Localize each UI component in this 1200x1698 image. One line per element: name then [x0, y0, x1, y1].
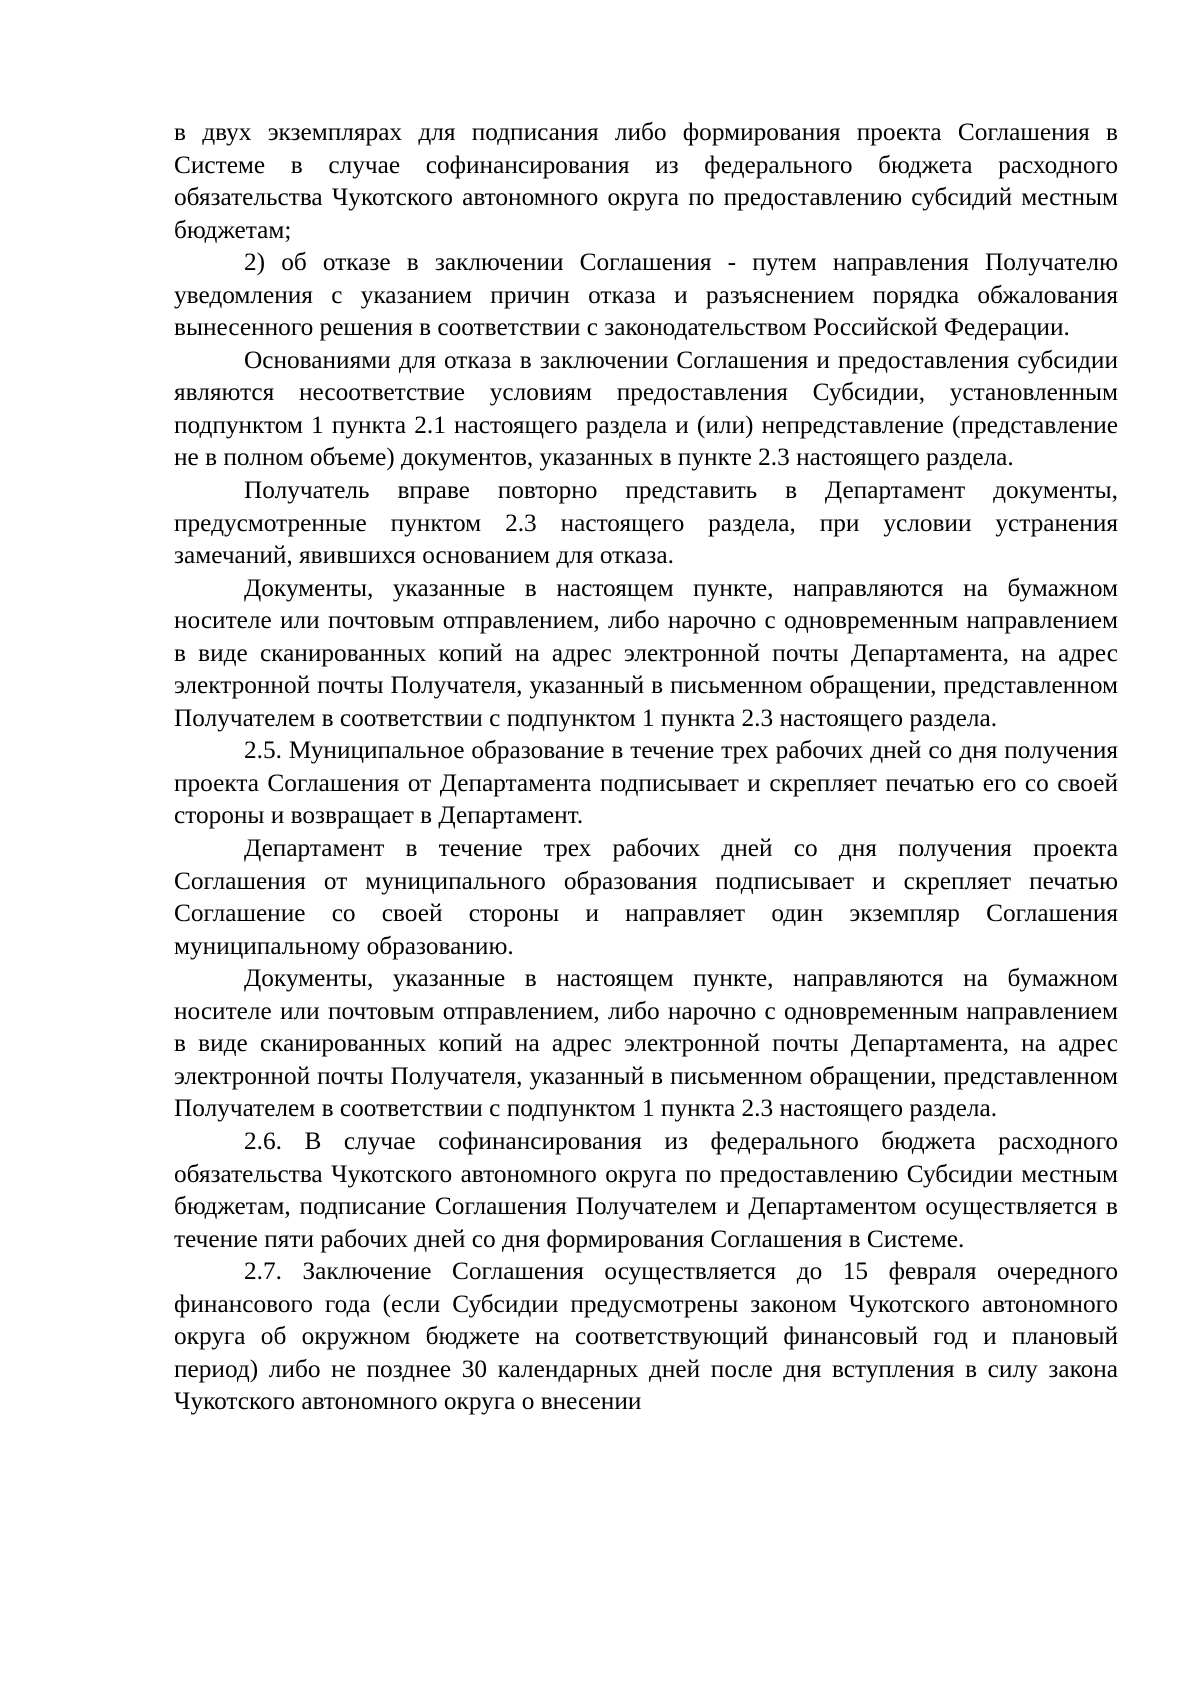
paragraph-refusal-notice: 2) об отказе в заключении Соглашения - путем направления Получателю уведомления с указанием причин отказа и разъяснением порядка обжалования вынесенного решения в соответствии с законодательством Российской Федерации. [174, 248, 1118, 342]
paragraph-resubmission: Получатель вправе повторно представить в Департамент документы, предусмотренные пунктом 2.3 настоящего раздела, при условии устранения замечаний, явившихся основанием для отказа. [174, 476, 1118, 570]
paragraph-documents-delivery-2: Документы, указанные в настоящем пункте, направляются на бумажном носителе или почтовым отправлением, либо нарочно с одновременным направлением в виде сканированных копий на адрес электронной почты Департамента, на адрес электронной почты Получателя, указанный в письменном обращении, представленном Получателем в соответствии с подпунктом 1 пункта 2.3 настоящего раздела. [174, 964, 1118, 1123]
paragraph-section-2-7: 2.7. Заключение Соглашения осуществляется до 15 февраля очередного финансового года (если Субсидии предусмотрены законом Чукотского автономного округа об окружном бюджете на соответствующий финансовый год и плановый период) либо не позднее 30 календарных дней после дня вступления в силу закона Чукотского автономного округа о внесении [174, 1257, 1118, 1416]
paragraph-section-2-5: 2.5. Муниципальное образование в течение трех рабочих дней со дня получения проекта Соглашения от Департамента подписывает и скрепляет печатью его со своей стороны и возвращает в Департамент. [174, 736, 1118, 830]
paragraph-documents-delivery-1: Документы, указанные в настоящем пункте, направляются на бумажном носителе или почтовым отправлением, либо нарочно с одновременным направлением в виде сканированных копий на адрес электронной почты Департамента, на адрес электронной почты Получателя, указанный в письменном обращении, представленном Получателем в соответствии с подпунктом 1 пункта 2.3 настоящего раздела. [174, 573, 1118, 732]
paragraph-continuation: в двух экземплярах для подписания либо формирования проекта Соглашения в Системе в случае софинансирования из федерального бюджета расходного обязательства Чукотского автономного округа по предоставлению субсидий местным бюджетам; [174, 118, 1118, 244]
document-body [174, 116, 1118, 1418]
paragraph-department-signing: Департамент в течение трех рабочих дней со дня получения проекта Соглашения от муниципального образования подписывает и скрепляет печатью Соглашение со своей стороны и направляет один экземпляр Соглашения муниципальному образованию. [174, 834, 1118, 960]
paragraph-refusal-grounds: Основаниями для отказа в заключении Соглашения и предоставления субсидии являются несоответствие условиям предоставления Субсидии, установленным подпунктом 1 пункта 2.1 настоящего раздела и (или) непредставление (представление не в полном объеме) документов, указанных в пункте 2.3 настоящего раздела. [174, 345, 1118, 472]
paragraph-section-2-6: 2.6. В случае софинансирования из федерального бюджета расходного обязательства Чукотского автономного округа по предоставлению Субсидии местным бюджетам, подписание Соглашения Получателем и Департаментом осуществляется в течение пяти рабочих дней со дня формирования Соглашения в Системе. [174, 1126, 1118, 1253]
